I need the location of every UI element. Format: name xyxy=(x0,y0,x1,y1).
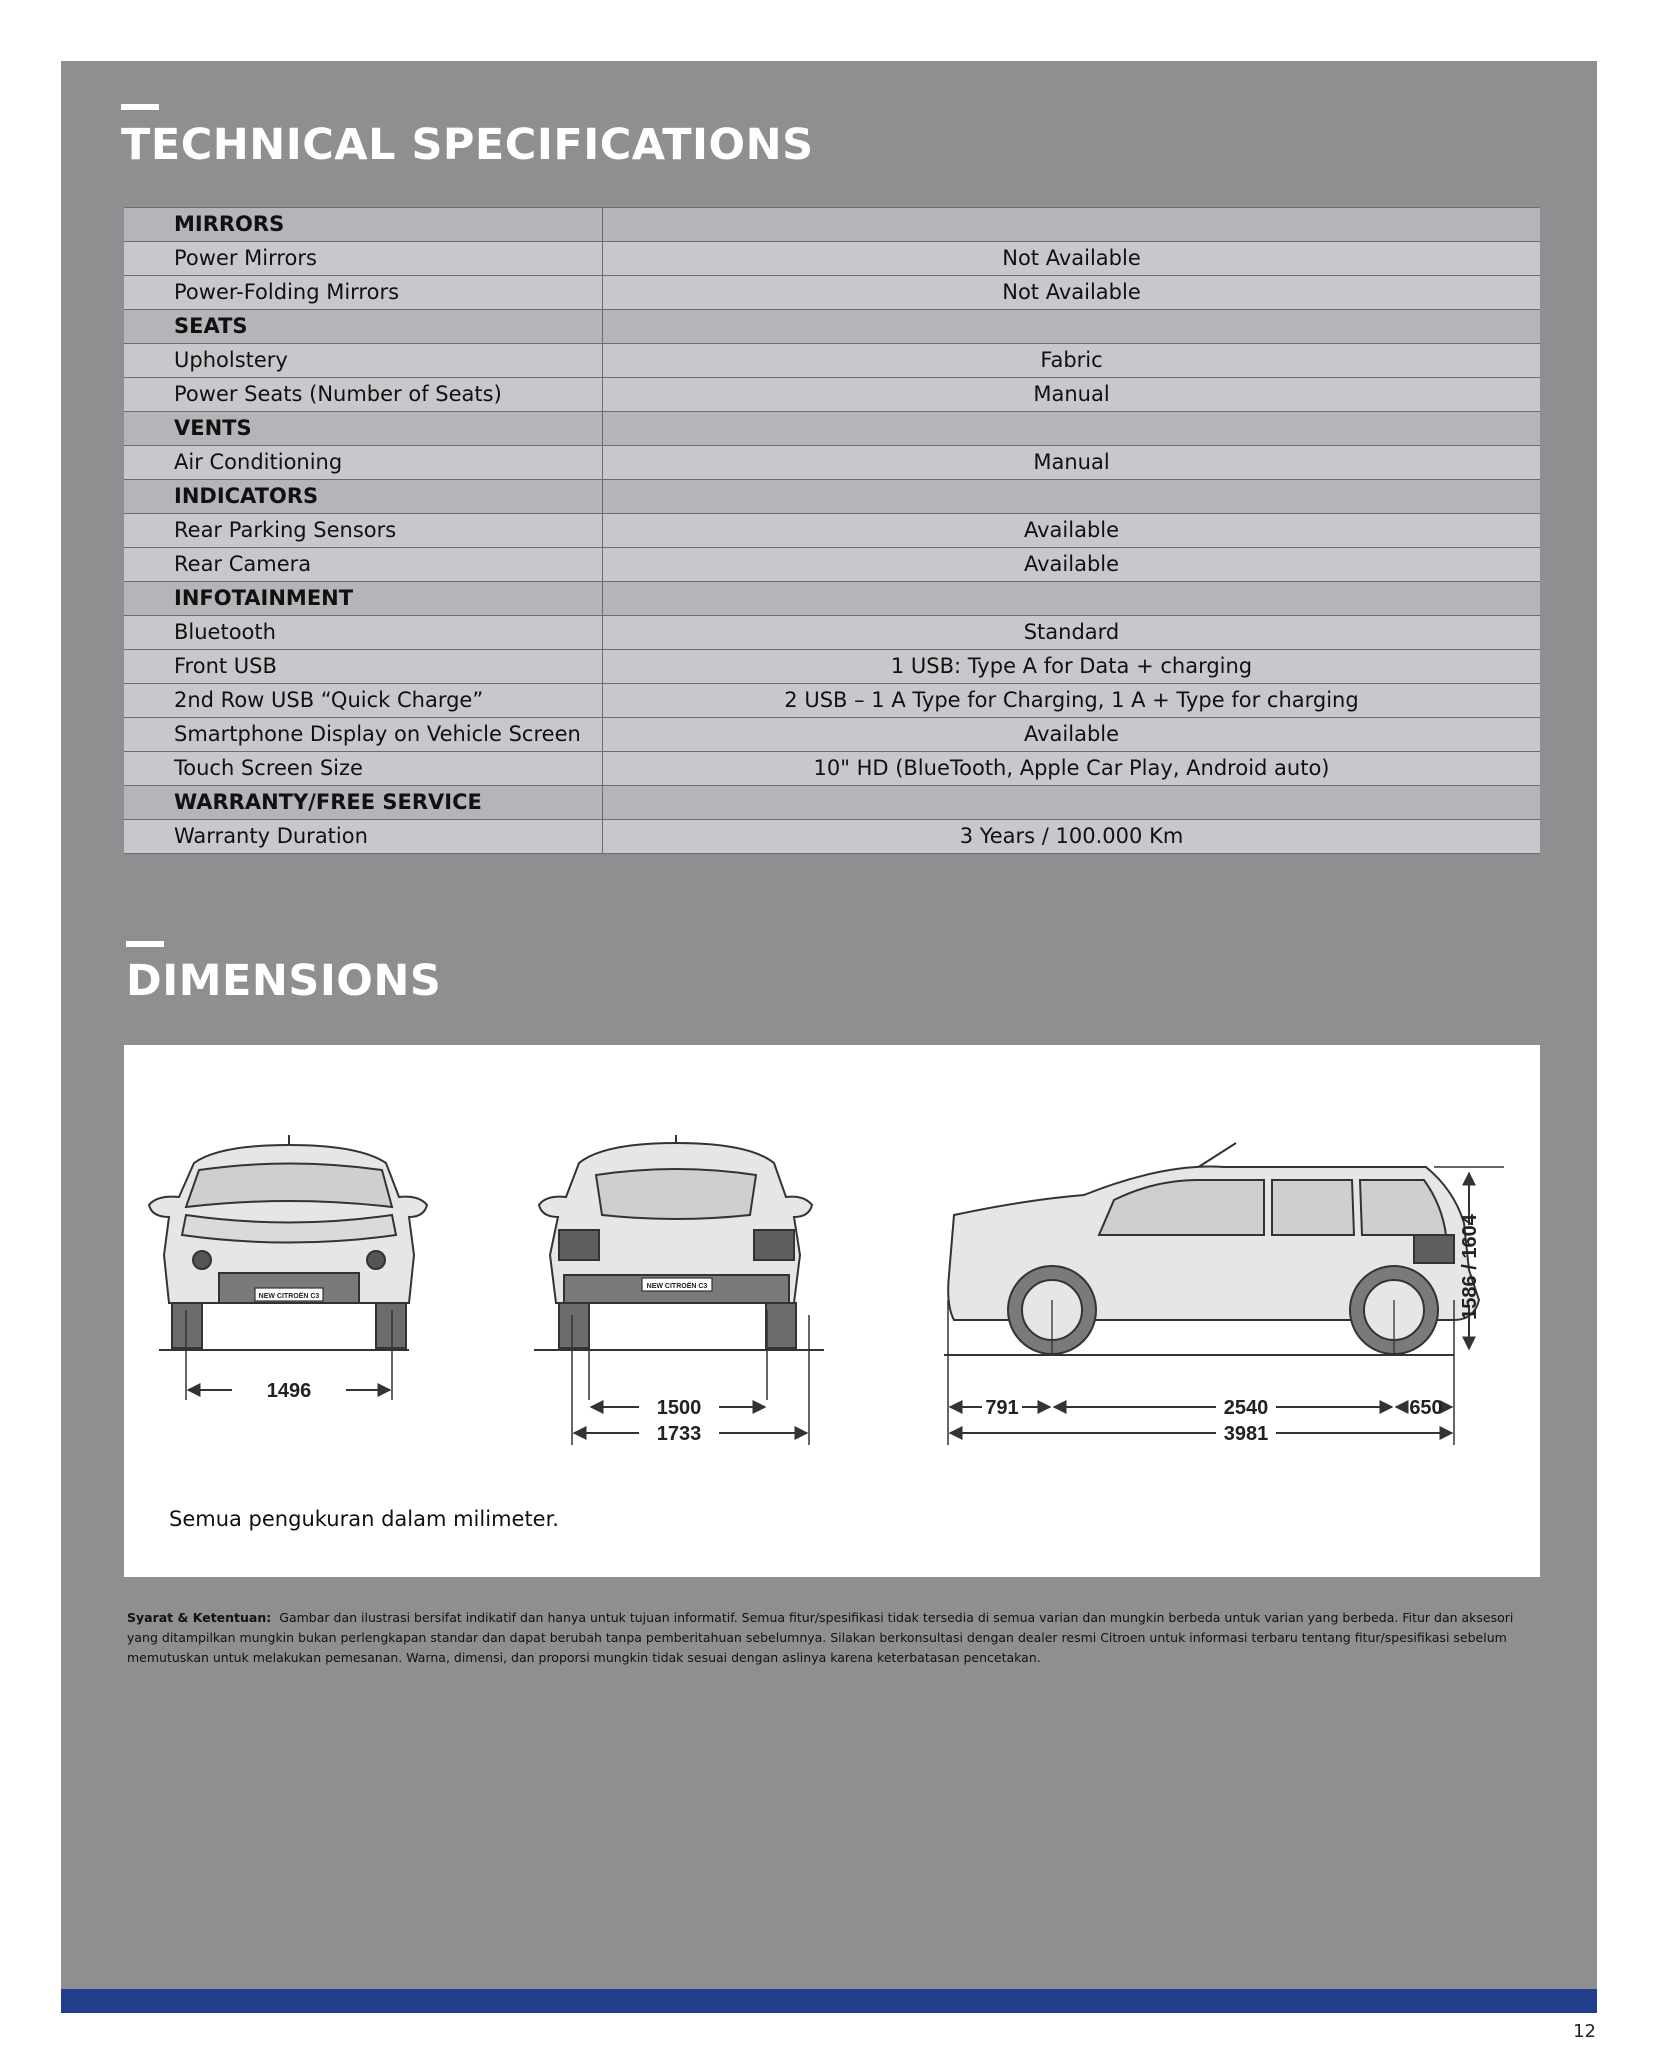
spec-value: Manual xyxy=(603,378,1541,412)
spec-value: Not Available xyxy=(603,276,1541,310)
spec-value: Manual xyxy=(603,446,1541,480)
spec-row xyxy=(124,548,1540,582)
spec-row xyxy=(124,752,1540,786)
rear-badge: NEW CITROËN C3 xyxy=(646,1283,708,1290)
front-overhang-label: 791 xyxy=(985,1397,1019,1419)
rear-track-label: 1500 xyxy=(656,1397,702,1419)
spec-label: Upholstery xyxy=(124,344,603,378)
spec-label: Power Seats (Number of Seats) xyxy=(124,378,603,412)
spec-label: Bluetooth xyxy=(124,616,603,650)
spec-row xyxy=(124,650,1540,684)
spec-value: Not Available xyxy=(603,242,1541,276)
spec-row xyxy=(124,820,1540,854)
wheelbase-label: 2540 xyxy=(1223,1397,1269,1419)
spec-section-label: MIRRORS xyxy=(124,208,603,242)
spec-value: Available xyxy=(603,514,1541,548)
specs-title: TECHNICAL SPECIFICATIONS xyxy=(121,120,814,170)
spec-value: 10" HD (BlueTooth, Apple Car Play, Android auto) xyxy=(603,752,1541,786)
spec-value xyxy=(603,310,1541,344)
spec-value xyxy=(603,208,1541,242)
spec-value: 3 Years / 100.000 Km xyxy=(603,820,1541,854)
spec-section-row xyxy=(124,208,1540,242)
spec-value xyxy=(603,480,1541,514)
spec-section-label: VENTS xyxy=(124,412,603,446)
spec-label: Rear Camera xyxy=(124,548,603,582)
spec-value: Available xyxy=(603,718,1541,752)
spec-row xyxy=(124,344,1540,378)
spec-section-label: WARRANTY/FREE SERVICE xyxy=(124,786,603,820)
front-width-label: 1496 xyxy=(266,1380,312,1402)
spec-label: Front USB xyxy=(124,650,603,684)
spec-label: Touch Screen Size xyxy=(124,752,603,786)
spec-value: 2 USB – 1 A Type for Charging, 1 A + Type for charging xyxy=(603,684,1541,718)
car-front-view xyxy=(149,1135,427,1400)
spec-section-label: INDICATORS xyxy=(124,480,603,514)
spec-section-label: SEATS xyxy=(124,310,603,344)
spec-label: 2nd Row USB “Quick Charge” xyxy=(124,684,603,718)
spec-section-label: INFOTAINMENT xyxy=(124,582,603,616)
rear-overhang-label: 650 xyxy=(1409,1397,1443,1419)
terms-disclaimer xyxy=(127,1608,1537,1668)
spec-label: Power-Folding Mirrors xyxy=(124,276,603,310)
spec-value xyxy=(603,582,1541,616)
spec-row xyxy=(124,616,1540,650)
spec-label: Air Conditioning xyxy=(124,446,603,480)
rear-width-label: 1733 xyxy=(656,1423,702,1445)
spec-section-row xyxy=(124,480,1540,514)
dimensions-figure xyxy=(124,1045,1540,1577)
spec-value xyxy=(603,786,1541,820)
dimensions-note: Semua pengukuran dalam milimeter. xyxy=(169,1507,559,1531)
spec-row xyxy=(124,276,1540,310)
title-dash xyxy=(121,104,159,110)
spec-label: Power Mirrors xyxy=(124,242,603,276)
spec-label: Warranty Duration xyxy=(124,820,603,854)
car-dimension-drawing xyxy=(124,1045,1540,1577)
terms-text: Gambar dan ilustrasi bersifat indikatif dan hanya untuk tujuan informatif. Semua fitur/spesifikasi tidak tersedia di semua varian dan mungkin berbeda untuk varian yang berbeda. Fitur dan aksesori yang ditampilkan mungkin bukan perlengkapan standar dan dapat berubah tanpa pemberitahuan sebelumnya. Silakan berkonsultasi dengan dealer resmi Citroen untuk informasi terbaru tentang fitur/spesifikasi sebelum memutuskan untuk melakukan pemesanan. Warna, dimensi, dan proporsi mungkin tidak sesuai dengan aslinya karena keterbatasan pencetakan. xyxy=(127,1610,1514,1665)
height-label: 1586 / 1604 xyxy=(1459,1214,1481,1320)
spec-label: Smartphone Display on Vehicle Screen xyxy=(124,718,603,752)
title-dash xyxy=(126,941,164,947)
dimensions-title: DIMENSIONS xyxy=(126,956,442,1006)
spec-value: 1 USB: Type A for Data + charging xyxy=(603,650,1541,684)
spec-section-row xyxy=(124,786,1540,820)
spec-value: Fabric xyxy=(603,344,1541,378)
terms-heading: Syarat & Ketentuan: xyxy=(127,1610,272,1625)
spec-row xyxy=(124,378,1540,412)
spec-row xyxy=(124,514,1540,548)
spec-row xyxy=(124,684,1540,718)
spec-value: Standard xyxy=(603,616,1541,650)
length-label: 3981 xyxy=(1223,1423,1269,1445)
spec-row xyxy=(124,446,1540,480)
footer-blue-bar xyxy=(61,1989,1597,2013)
spec-label: Rear Parking Sensors xyxy=(124,514,603,548)
spec-section-row xyxy=(124,310,1540,344)
spec-row xyxy=(124,718,1540,752)
page-number: 12 xyxy=(1573,2021,1596,2042)
front-badge: NEW CITROËN C3 xyxy=(258,1293,320,1300)
spec-value: Available xyxy=(603,548,1541,582)
spec-section-row xyxy=(124,582,1540,616)
specs-table xyxy=(124,207,1540,854)
spec-section-row xyxy=(124,412,1540,446)
spec-row xyxy=(124,242,1540,276)
spec-value xyxy=(603,412,1541,446)
